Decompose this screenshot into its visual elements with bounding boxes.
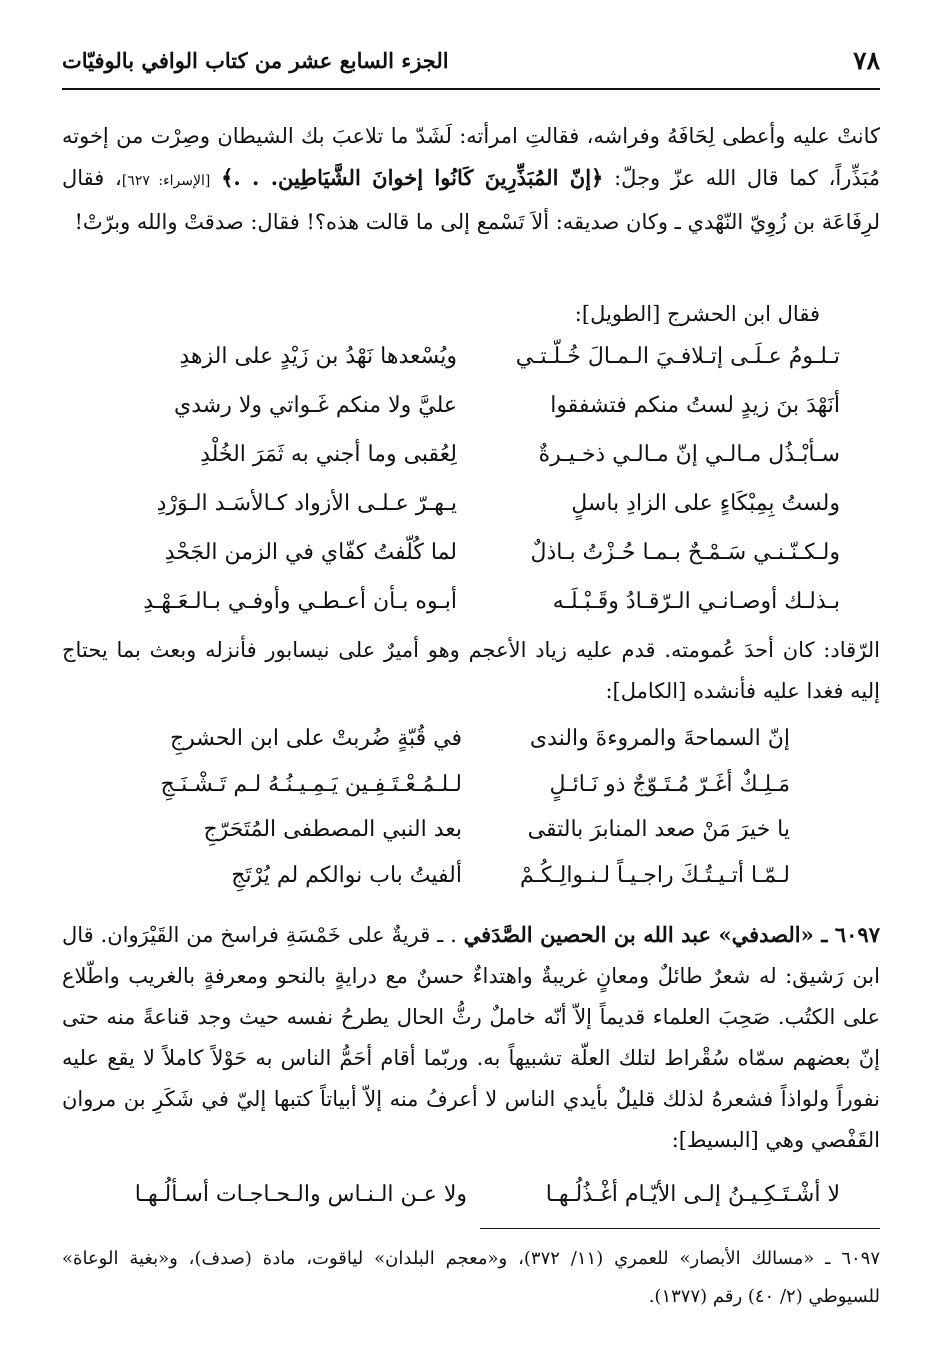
poem-1-intro: فقال ابن الحشرج [الطويل]: — [574, 302, 820, 326]
biography-entry — [62, 914, 880, 1161]
verse-second-hemistich: يـهـرّ عـلـى الأزواد كـالأسَـد الـوَرْدِ — [156, 491, 457, 516]
page-number: ٧٨ — [853, 46, 880, 75]
paragraph-1 — [62, 116, 880, 243]
verse-second-hemistich: أبـوه بـأن أعـطـي وأوفـي بـالـعَـهْـدِ — [143, 589, 457, 614]
verse — [62, 540, 880, 589]
paragraph-2: الرّقاد: كان أحدَ عُمومته. قدم عليه زياد الأعجم وهو أميرٌ على نيسابور فأنزله وبعث بما يحتاج إليه فغدا عليه فأنشده [الكامل]: — [62, 638, 880, 703]
entry-heading: ٦٠٩٧ ـ «الصدفي» عبد الله بن الحصين الصَّدَفي — [463, 922, 880, 947]
verse-second-hemistich: في قُبّةٍ ضُربتْ على ابن الحشرجِ — [169, 726, 462, 751]
verse-first-hemistich: بـذلـك أوصـانـي الـرّقـادُ وقَـبْـلَـه — [552, 589, 840, 614]
quran-quote: ﴿إنّ المُبَذِّرِينَ كَانُوا إخوانَ الشَّيَاطِين. . .﴾ — [221, 165, 604, 190]
verse-first-hemistich: ولـكـنّـنـي سَـمْـحٌ بـمـا حُـزْتُ بـاذلٌ — [530, 540, 840, 565]
verse-second-hemistich: ويُسْعدها نَهْدُ بن زَيْدٍ على الزهدِ — [179, 344, 457, 369]
book-page — [62, 0, 880, 1370]
poem-2 — [62, 726, 880, 908]
verse — [62, 491, 880, 540]
verse-first-hemistich: لا أشْـتَـكِـيـنُ إلـى الأيّـام أغْـذُلُـهـا — [545, 1182, 840, 1207]
running-title: الجزء السابع عشر من كتاب الوافي بالوفيّات — [62, 48, 449, 73]
verse-first-hemistich: مَـلِـكٌ أغَـرّ مُـتَـوّجٌ ذو نَـائـلٍ — [549, 771, 790, 797]
entry-text: . ـ قريةٌ على خَمْسَةِ فراسخ من القَيْرَوان. قال ابن رَشيق: له شعرٌ طائلٌ ومعانٍ غريبةٌ واهتداءٌ حسنٌ مع درايةٍ بالنحو ومعرفةٍ بالغريب واطّلاع على الكتُب. صَحِبَ العلماء قديماً إلاّ أنّه خاملٌ رثُّ الحال يطرحُ نفسه حيث وجد قناعةً منه حتى إنّ بعضهم سمّاه سُقْراط لتلك العلّة تشبيهاً به. وربّما أقام أحَمُّ الناس به حَوْلاً كاملاً لا يقع عليه نفوراً ولواذاً فشعرهُ لذلك قليلٌ بأيدي الناس لا أعرفُ منه إلاّ أبياتاً كتبها إليّ في شَكَرِ بن مروان القَفْصي وهي [البسيط]: — [62, 923, 880, 1152]
verse — [62, 817, 880, 863]
poem-1 — [62, 344, 880, 638]
verse-first-hemistich: لـمّـا أتـيـتُـكَ راجـيـاً لـنـوالِـكُـمْ — [519, 862, 790, 888]
page-header — [62, 46, 880, 90]
verse-second-hemistich: لِعُقبى وما أجني به ثَمَرَ الخُلْدِ — [200, 442, 457, 467]
verse — [62, 442, 880, 491]
paragraph-1-text-b: ، فقال لرِفَاعَة بن زُوِيّ النّهْدي ـ وكان صديقه: ألاَ تَسْمع إلى ما قالت هذه؟! فقال: صدقتْ والله وبرّتْ! — [62, 166, 880, 234]
verse-second-hemistich: لما كُلّفتُ كفّاي في الزمن الجَحْدِ — [164, 540, 457, 565]
footnote-separator — [480, 1228, 880, 1229]
poem-3-verse — [62, 1182, 880, 1222]
verse-second-hemistich: ألفيتُ باب نوالكم لم يُرْتَجِ — [231, 862, 462, 888]
verse-second-hemistich: بعد النبي المصطفى المُتَحَرّجِ — [203, 817, 462, 842]
verse-first-hemistich: إنّ السماحةَ والمروءةَ والندى — [529, 726, 790, 751]
verse-second-hemistich: لـلـمُـعْـتَـفِـين يَـمِـيـنُـهُ لـم تَـشْـنَـجِ — [160, 771, 462, 797]
verse — [62, 393, 880, 442]
quran-reference: [الإسراء: ٦٢٧] — [121, 173, 211, 189]
verse — [62, 726, 880, 772]
verse-second-hemistich: ولا عـن الـنـاس والـحـاجـات أسـألُـهـا — [134, 1182, 467, 1207]
verse — [62, 772, 880, 818]
verse-first-hemistich: تـلـومُ عـلَـى إتـلافـيَ الـمـالَ خُـلّـتـي — [515, 344, 840, 369]
verse — [62, 863, 880, 909]
verse-second-hemistich: عليَّ ولا منكم غَـواتي ولا رشدي — [174, 393, 457, 418]
verse-first-hemistich: أنَهْدَ بنَ زيدٍ لستُ منكم فتشفقوا — [550, 393, 840, 418]
footnote: ٦٠٩٧ ـ «مسالك الأبصار» للعمري (١١/ ٣٧٢)، و«معجم البلدان» لياقوت، مادة (صدف)، و«بغية الوعاة» للسيوطي (٢/ ٤٠) رقم (١٣٧٧). — [62, 1248, 880, 1307]
verse-first-hemistich: سـأبْـذُل مـالـي إنّ مـالـي ذخـيـرةٌ — [538, 442, 840, 467]
verse-first-hemistich: يا خيرَ مَنْ صعد المنابرَ بالتقى — [527, 817, 790, 842]
verse-first-hemistich: ولستُ بِمِبْكَاءٍ على الزادِ باسلٍ — [571, 491, 840, 516]
paragraph-1-text-a: كانتْ عليه وأعطى لِحَافَهُ وفراشه، فقالتِ امرأته: لَشَدّ ما تلاعبَ بك الشيطان وصِرْت من إخوته مُبَذِّراً، كما قال الله عزّ وجلّ: — [62, 124, 881, 190]
verse — [62, 344, 880, 393]
